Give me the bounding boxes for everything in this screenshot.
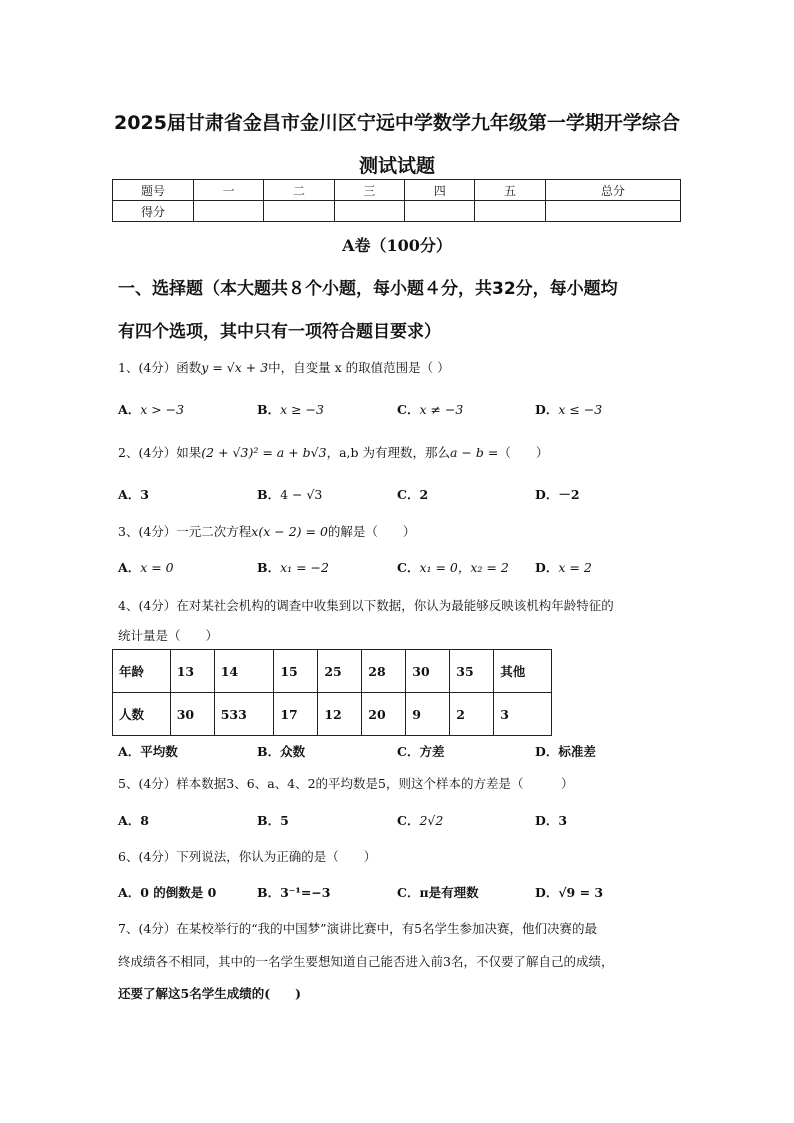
q5-option-c: [397, 811, 443, 829]
option-text: 8: [140, 813, 149, 828]
option-text: 3: [140, 487, 149, 502]
option-text: x₁ = −2: [280, 560, 329, 575]
q2-suffix: （ ）: [498, 445, 549, 460]
score-table-header-row: [113, 180, 681, 201]
count-cell: 533: [214, 693, 274, 736]
option-label: D．: [535, 813, 559, 828]
score-cell: [264, 201, 334, 222]
q2-formula2: a − b =: [449, 445, 499, 460]
count-cell: 30: [170, 693, 214, 736]
q6-option-d: [535, 883, 603, 901]
count-cell: 12: [318, 693, 362, 736]
option-label: A．: [118, 885, 141, 900]
count-row: [113, 693, 552, 736]
option-text: π是有理数: [419, 885, 479, 900]
score-header-cell: 三: [334, 180, 404, 201]
q4-option-a: [118, 742, 178, 760]
count-cell: 17: [274, 693, 318, 736]
option-label: B．: [257, 813, 281, 828]
exam-title-line1: 2025届甘肃省金昌市金川区宁远中学数学九年级第一学期开学综合: [114, 112, 680, 134]
age-row: [113, 650, 552, 693]
score-header-cell: 五: [475, 180, 545, 201]
score-cell: [545, 201, 680, 222]
q1-prefix: 1、(4分）函数: [118, 360, 202, 375]
option-label: A．: [118, 813, 141, 828]
score-header-cell: 二: [264, 180, 334, 201]
q3-option-d: [535, 558, 592, 576]
count-cell: 人数: [113, 693, 171, 736]
option-label: B．: [257, 560, 281, 575]
q4-option-c: [397, 742, 444, 760]
score-cell: [334, 201, 404, 222]
option-text: 标准差: [558, 744, 596, 759]
option-text: 0 的倒数是 0: [140, 885, 217, 900]
question-7-line1: 7、(4分）在某校举行的“我的中国梦”演讲比赛中，有5名学生参加决赛，他们决赛的最: [118, 921, 598, 936]
option-text: 3: [558, 813, 568, 828]
option-label: B．: [257, 402, 281, 417]
q3-formula: x(x − 2) = 0: [251, 524, 328, 539]
option-text: x = 2: [558, 560, 592, 575]
q1-formula: y = √x + 3: [201, 360, 269, 375]
option-label: D．: [535, 744, 559, 759]
option-label: B．: [257, 744, 281, 759]
option-label: A．: [118, 560, 141, 575]
option-text: x₁ = 0，x₂ = 2: [419, 560, 509, 575]
age-cell: 35: [450, 650, 494, 693]
q5-option-d: [535, 811, 567, 829]
score-row-label: 得分: [113, 201, 194, 222]
question-6: 6、(4分）下列说法，你认为正确的是（ ）: [118, 849, 377, 864]
option-text: 2: [419, 487, 429, 502]
option-text: 2√2: [419, 813, 444, 828]
option-label: D．: [535, 487, 559, 502]
question-3: [118, 522, 415, 540]
score-header-cell: 一: [194, 180, 264, 201]
q5-option-a: [118, 811, 149, 829]
score-cell: [475, 201, 545, 222]
option-label: A．: [118, 744, 141, 759]
q1-option-a: [118, 400, 184, 418]
option-text: 5: [280, 813, 289, 828]
age-cell: 其他: [494, 650, 552, 693]
q1-option-d: [535, 400, 602, 418]
option-text: √9 = 3: [558, 885, 604, 900]
score-table-score-row: [113, 201, 681, 222]
section1-heading-line1: 一、选择题（本大题共８个小题，每小题４分，共32分，每小题均: [118, 279, 618, 299]
option-text: x = 0: [140, 560, 174, 575]
score-table: [112, 179, 681, 222]
option-text: 4 − √3: [280, 487, 323, 502]
question-4-line2: 统计量是（ ）: [118, 628, 219, 643]
q2-mid: ，a,b 为有理数，那么: [326, 445, 450, 460]
option-label: D．: [535, 560, 559, 575]
option-label: C．: [397, 813, 420, 828]
q4-option-b: [257, 742, 305, 760]
q3-suffix: 的解是（ ）: [327, 524, 416, 539]
question-7-line3: 还要了解这5名学生成绩的( ): [118, 986, 302, 1001]
option-text: x ≥ −3: [280, 402, 324, 417]
q2-prefix: 2、(4分）如果: [118, 445, 202, 460]
option-label: B．: [257, 885, 281, 900]
question-5: 5、(4分）样本数据3、6、a、4、2的平均数是5，则这个样本的方差是（ ）: [118, 776, 574, 791]
count-cell: 9: [406, 693, 450, 736]
q3-option-a: [118, 558, 174, 576]
score-header-cell: 总分: [545, 180, 680, 201]
count-cell: 3: [494, 693, 552, 736]
question-1: [118, 358, 450, 376]
age-cell: 年龄: [113, 650, 171, 693]
score-header-cell: 四: [405, 180, 475, 201]
q3-prefix: 3、(4分）一元二次方程: [118, 524, 252, 539]
option-label: C．: [397, 402, 420, 417]
option-label: A．: [118, 402, 141, 417]
age-data-table: [112, 649, 552, 736]
q3-option-b: [257, 558, 329, 576]
question-2: [118, 443, 548, 461]
question-7-line2: 终成绩各不相同，其中的一名学生要想知道自己能否进入前3名，不仅要了解自己的成绩，: [118, 954, 614, 969]
option-text: x ≤ −3: [558, 402, 603, 417]
option-label: B．: [257, 487, 281, 502]
q6-option-a: [118, 883, 216, 901]
q3-option-c: [397, 558, 509, 576]
age-cell: 15: [274, 650, 318, 693]
option-text: 3⁻¹=−3: [280, 885, 331, 900]
age-cell: 13: [170, 650, 214, 693]
option-label: D．: [535, 402, 559, 417]
age-cell: 14: [214, 650, 274, 693]
q6-option-b: [257, 883, 331, 901]
option-label: C．: [397, 744, 420, 759]
score-header-cell: 题号: [113, 180, 194, 201]
q2-formula: (2 + √3)² = a + b√3: [201, 445, 327, 460]
exam-title-line2: 测试试题: [358, 155, 435, 177]
option-text: 平均数: [140, 744, 178, 759]
option-text: －2: [558, 487, 580, 502]
q1-option-c: [397, 400, 463, 418]
score-cell: [405, 201, 475, 222]
q4-option-d: [535, 742, 596, 760]
option-text: 方差: [419, 744, 445, 759]
count-cell: 20: [362, 693, 406, 736]
option-label: D．: [535, 885, 559, 900]
option-text: 众数: [280, 744, 306, 759]
age-cell: 30: [406, 650, 450, 693]
age-cell: 28: [362, 650, 406, 693]
q1-option-b: [257, 400, 324, 418]
q2-option-c: [397, 485, 428, 503]
section-a-heading: A卷（100分）: [342, 236, 452, 255]
q2-option-a: [118, 485, 149, 503]
q6-option-c: [397, 883, 479, 901]
score-cell: [194, 201, 264, 222]
q5-option-b: [257, 811, 289, 829]
count-cell: 2: [450, 693, 494, 736]
q2-option-d: [535, 485, 580, 503]
q2-option-b: [257, 485, 322, 503]
age-cell: 25: [318, 650, 362, 693]
q1-suffix: 中，自变量 x 的取值范围是（ ）: [268, 360, 450, 375]
option-label: A．: [118, 487, 141, 502]
option-label: C．: [397, 560, 420, 575]
option-label: C．: [397, 885, 420, 900]
option-label: C．: [397, 487, 420, 502]
question-4-line1: 4、(4分）在对某社会机构的调查中收集到以下数据，你认为最能够反映该机构年龄特征的: [118, 598, 614, 613]
section1-heading-line2: 有四个选项，其中只有一项符合题目要求）: [118, 322, 441, 342]
option-text: x > −3: [140, 402, 185, 417]
option-text: x ≠ −3: [419, 402, 464, 417]
